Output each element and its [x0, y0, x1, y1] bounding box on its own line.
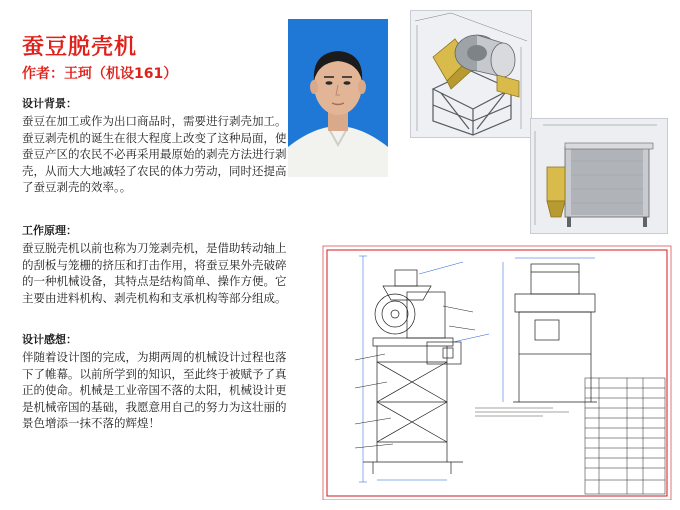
author-photo	[288, 19, 388, 177]
section-principle	[22, 222, 290, 306]
machine-3d-render-side	[530, 118, 668, 234]
section-background	[22, 95, 290, 196]
section-text-background: 蚕豆在加工或作为出口商品时，需要进行剥壳加工。蚕豆剥壳机的诞生在很大程度上改变了这种局面，使蚕豆产区的农民不必再采用最原始的剥壳方法进行剥壳，从而大大地减轻了农民的体力劳动，同时还提高了蚕豆剥壳的效率。。	[22, 114, 287, 194]
section-heading-principle: 工作原理：	[22, 224, 77, 237]
section-heading-background: 设计背景：	[22, 97, 77, 110]
poster-title: 蚕豆脱壳机	[22, 35, 138, 60]
author-line: 作者：王珂（机设161）	[22, 66, 178, 82]
engineering-drawing	[303, 242, 673, 500]
section-text-principle: 蚕豆脱壳机以前也称为刀笼剥壳机，是借助转动轴上的刮板与笼栅的挤压和打击作用，将蚕豆果外壳破碎的一种机械设备，其特点是结构简单、操作方便。它主要由进料机构、剥壳机构和支承机构等部分组成。	[22, 241, 287, 305]
section-reflection	[22, 331, 290, 432]
machine-3d-render-iso	[410, 10, 532, 138]
section-heading-reflection: 设计感想：	[22, 333, 77, 346]
section-text-reflection: 伴随着设计图的完成，为期两周的机械设计过程也落下了帷幕。以前所学到的知识，至此终于被赋予了真正的使命。机械是工业帝国不落的太阳，机械设计更是机械帝国的基础，我愿意用自己的努力为这壮丽的景色增添一抹不落的辉煌！	[22, 350, 287, 430]
